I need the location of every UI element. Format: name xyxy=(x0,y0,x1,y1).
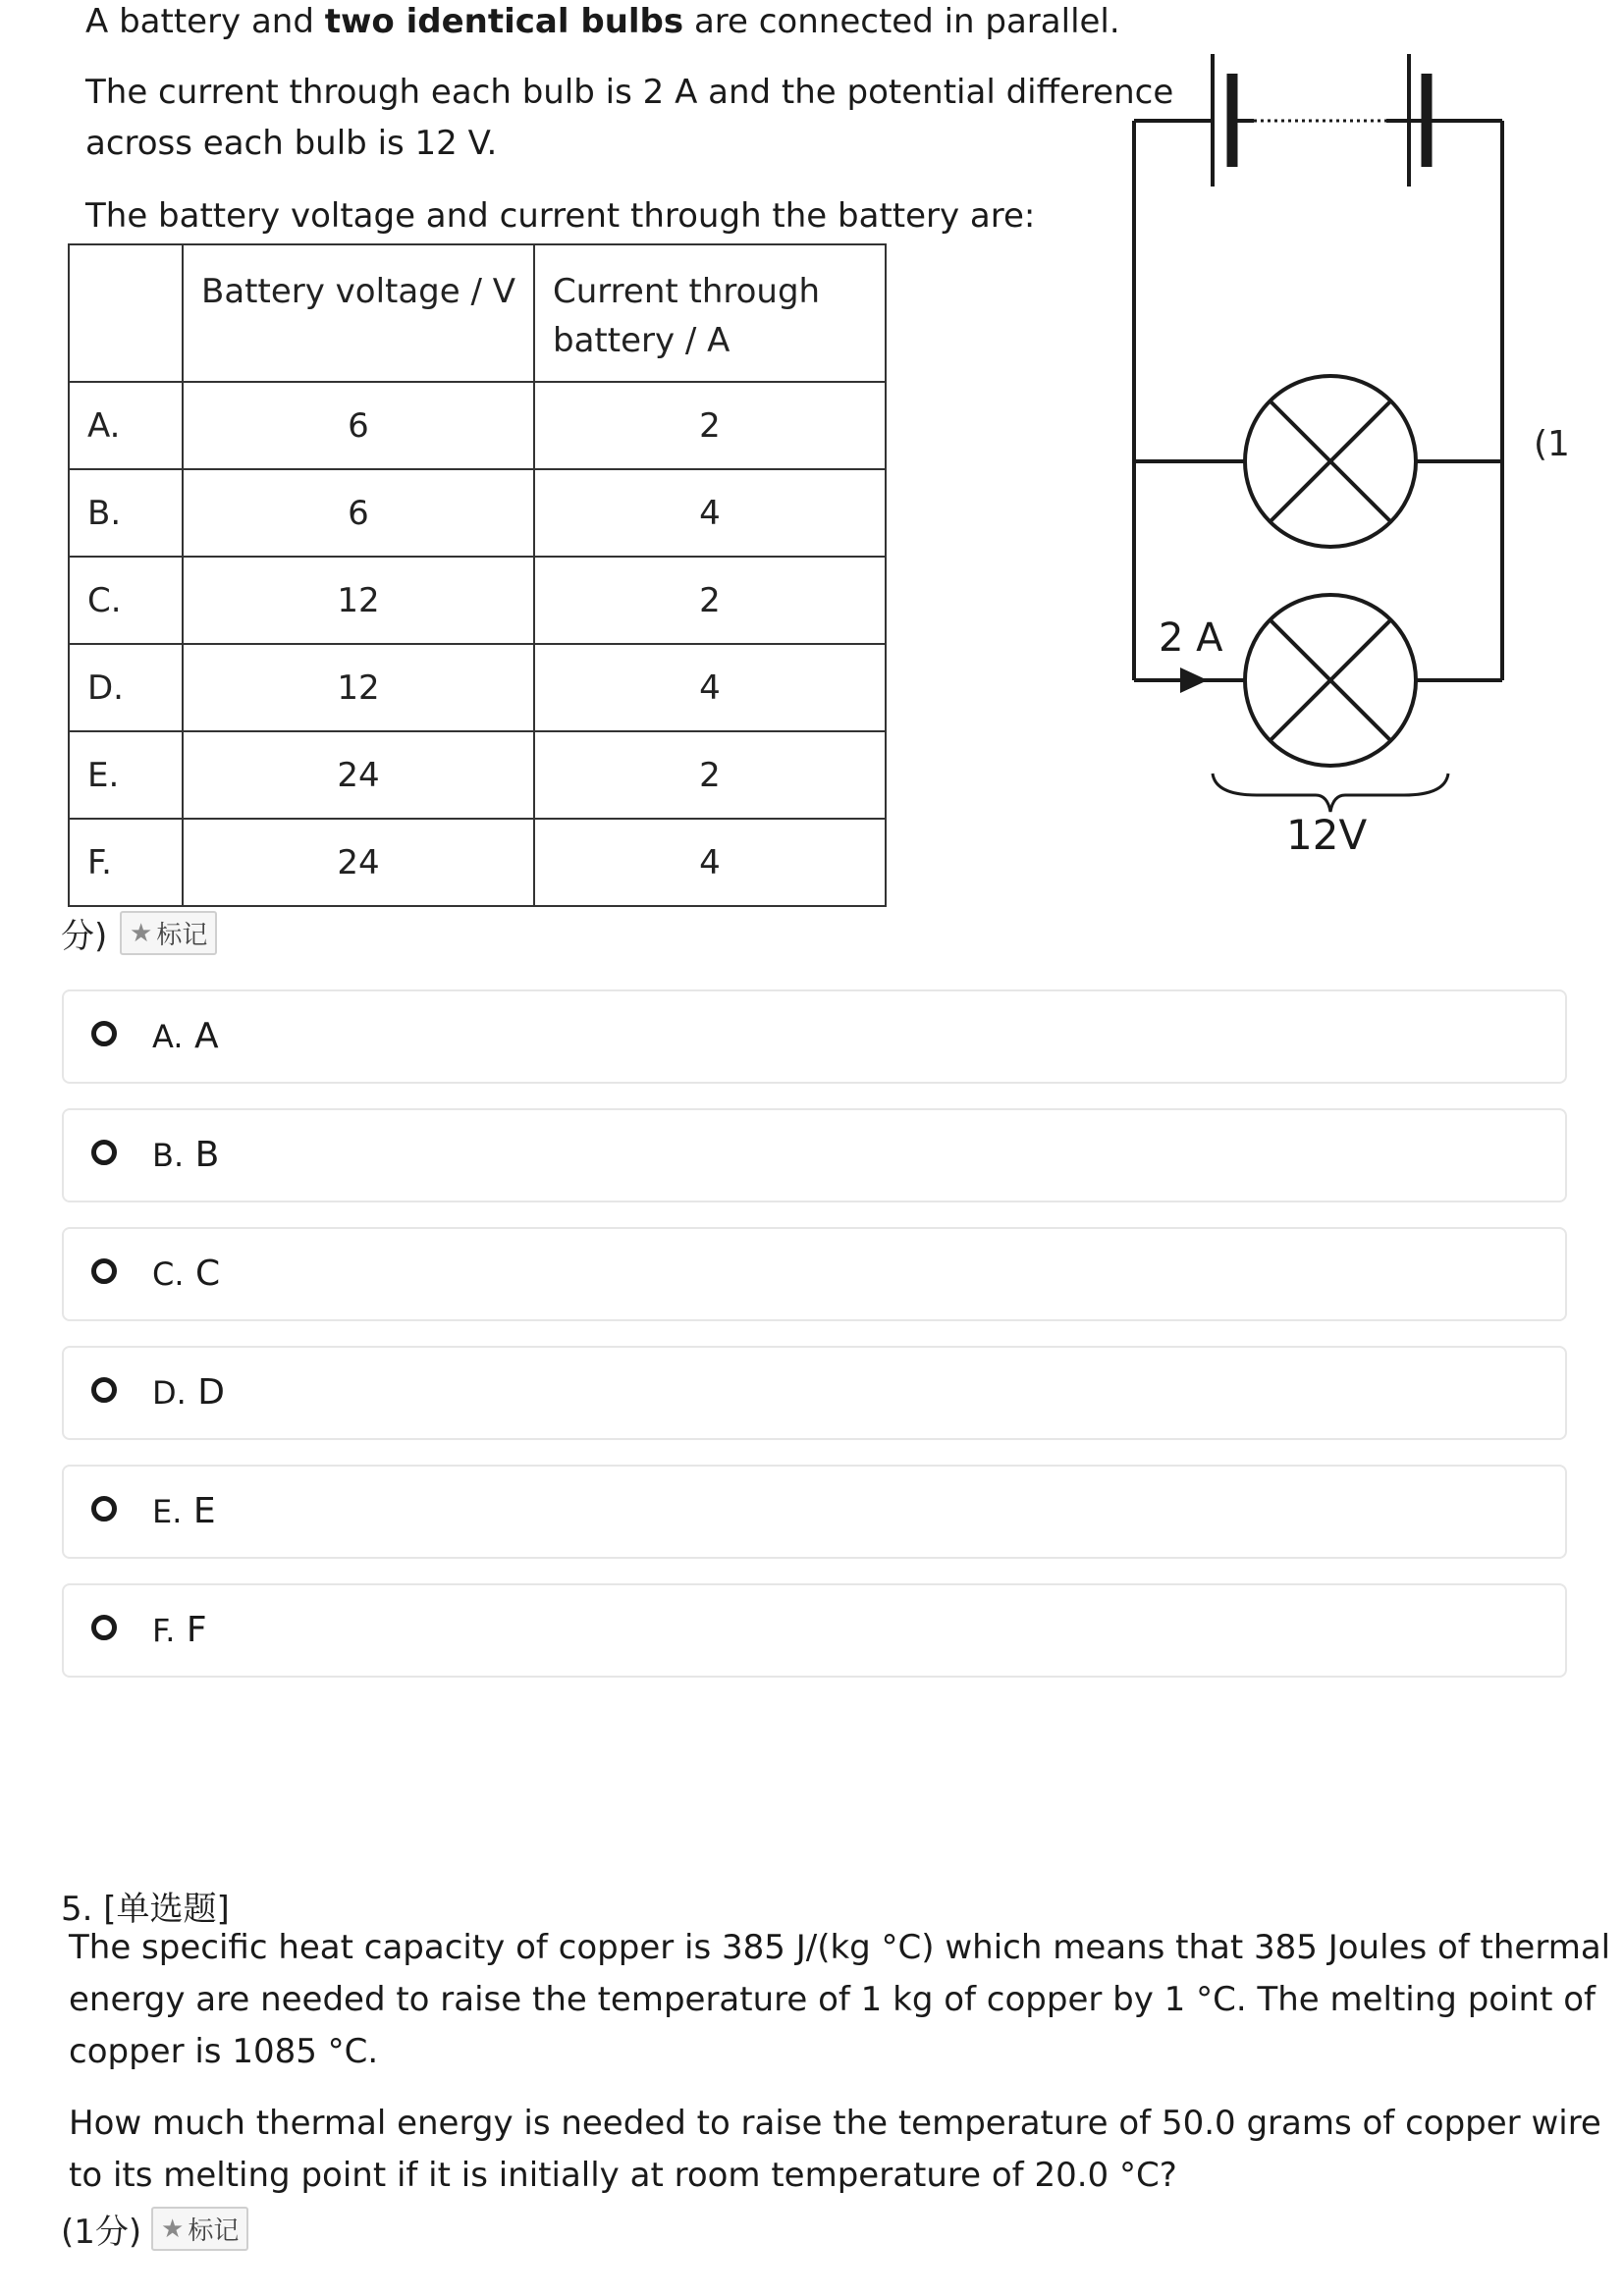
choice-label xyxy=(152,1369,225,1416)
radio-icon[interactable] xyxy=(91,1496,117,1522)
radio-icon[interactable] xyxy=(91,1140,117,1165)
row-label: E. xyxy=(69,731,183,819)
q4-mark-button[interactable] xyxy=(120,911,217,955)
voltage-brace xyxy=(1213,774,1448,812)
choice-f[interactable] xyxy=(62,1583,1567,1678)
table-row xyxy=(69,644,886,731)
table-header-voltage xyxy=(183,244,534,382)
q4-line2a: The current through each bulb is 2 A and the potential difference xyxy=(85,73,1174,112)
q5-line4: How much thermal energy is needed to raise the temperature of 50.0 grams of copper wire xyxy=(69,2104,1601,2143)
table-row xyxy=(69,731,886,819)
row-label: B. xyxy=(69,469,183,557)
choice-d[interactable] xyxy=(62,1346,1567,1440)
q4-mark-label: 标记 xyxy=(156,921,208,950)
header-current-line2: battery / A xyxy=(553,321,730,360)
q5-line1: The specific heat capacity of copper is 385 J/(kg °C) which means that 385 Joules of thermal xyxy=(69,1928,1611,1967)
header-current-line1: Current through xyxy=(553,272,821,311)
q5-mark-button[interactable] xyxy=(151,2207,248,2251)
row-current: 2 xyxy=(534,382,886,469)
header-current-text xyxy=(535,245,885,365)
choice-text: A xyxy=(193,1016,219,1056)
row-voltage: 6 xyxy=(183,382,534,469)
choice-prefix: E. xyxy=(152,1493,183,1530)
q4-intro xyxy=(85,0,1120,47)
choice-label xyxy=(152,1607,207,1654)
table-header-current xyxy=(534,244,886,382)
choice-e[interactable] xyxy=(62,1465,1567,1559)
table-row xyxy=(69,557,886,644)
table-row xyxy=(69,469,886,557)
q4-intro-bold: two identical bulbs xyxy=(324,2,684,41)
table-header-row xyxy=(69,244,886,382)
row-current: 4 xyxy=(534,469,886,557)
row-current: 4 xyxy=(534,819,886,906)
row-current: 2 xyxy=(534,557,886,644)
row-voltage: 12 xyxy=(183,557,534,644)
choice-text: E xyxy=(192,1491,216,1531)
row-label: F. xyxy=(69,819,183,906)
current-arrow-icon xyxy=(1180,667,1208,693)
row-voltage: 6 xyxy=(183,469,534,557)
q4-points-open: (1 xyxy=(1534,424,1570,464)
choice-a[interactable] xyxy=(62,989,1567,1084)
radio-icon[interactable] xyxy=(91,1615,117,1640)
choice-label xyxy=(152,1132,219,1179)
choice-prefix: F. xyxy=(152,1612,176,1649)
table-row xyxy=(69,382,886,469)
row-label: D. xyxy=(69,644,183,731)
row-voltage: 24 xyxy=(183,819,534,906)
q4-points-close: 分) xyxy=(61,917,108,956)
choice-label xyxy=(152,1488,216,1535)
star-icon: ★ xyxy=(161,2214,185,2244)
star-icon: ★ xyxy=(130,918,153,948)
row-current: 2 xyxy=(534,731,886,819)
row-label: C. xyxy=(69,557,183,644)
radio-icon[interactable] xyxy=(91,1021,117,1046)
choice-text: F xyxy=(186,1610,207,1650)
choice-c[interactable] xyxy=(62,1227,1567,1321)
q5-number: 5. [单选题] xyxy=(61,1890,230,1929)
row-current: 4 xyxy=(534,644,886,731)
voltage-label: 12V xyxy=(1286,811,1368,859)
table-row xyxy=(69,819,886,906)
q4-intro-text-2: are connected in parallel. xyxy=(683,2,1120,41)
choice-label xyxy=(152,1013,219,1060)
q4-line2b: across each bulb is 12 V. xyxy=(85,124,498,163)
q5-line5: to its melting point if it is initially at room temperature of 20.0 °C? xyxy=(69,2156,1177,2195)
row-voltage: 12 xyxy=(183,644,534,731)
radio-icon[interactable] xyxy=(91,1258,117,1284)
q5-mark-label: 标记 xyxy=(188,2216,240,2246)
choice-text: B xyxy=(194,1135,220,1175)
choice-text: D xyxy=(197,1372,225,1413)
table-header-empty xyxy=(69,244,183,382)
choice-prefix: B. xyxy=(152,1137,185,1174)
q4-intro-text-1: A battery and xyxy=(85,2,325,41)
q4-line3: The battery voltage and current through the battery are: xyxy=(85,196,1036,236)
row-label: A. xyxy=(69,382,183,469)
radio-icon[interactable] xyxy=(91,1377,117,1403)
current-label: 2 A xyxy=(1159,615,1223,661)
choice-prefix: C. xyxy=(152,1255,185,1293)
circuit-diagram xyxy=(1119,15,1532,869)
row-voltage: 24 xyxy=(183,731,534,819)
choice-prefix: A. xyxy=(152,1018,184,1055)
q5-line3: copper is 1085 °C. xyxy=(69,2032,379,2071)
choice-prefix: D. xyxy=(152,1374,187,1412)
choice-label xyxy=(152,1251,220,1298)
choice-b[interactable] xyxy=(62,1108,1567,1202)
options-table xyxy=(68,243,887,907)
choice-text: C xyxy=(194,1254,221,1294)
header-voltage-text: Battery voltage / V xyxy=(201,272,516,311)
q5-points: (1分) xyxy=(61,2213,142,2252)
q5-line2: energy are needed to raise the temperature of 1 kg of copper by 1 °C. The melting point of xyxy=(69,1980,1596,2019)
